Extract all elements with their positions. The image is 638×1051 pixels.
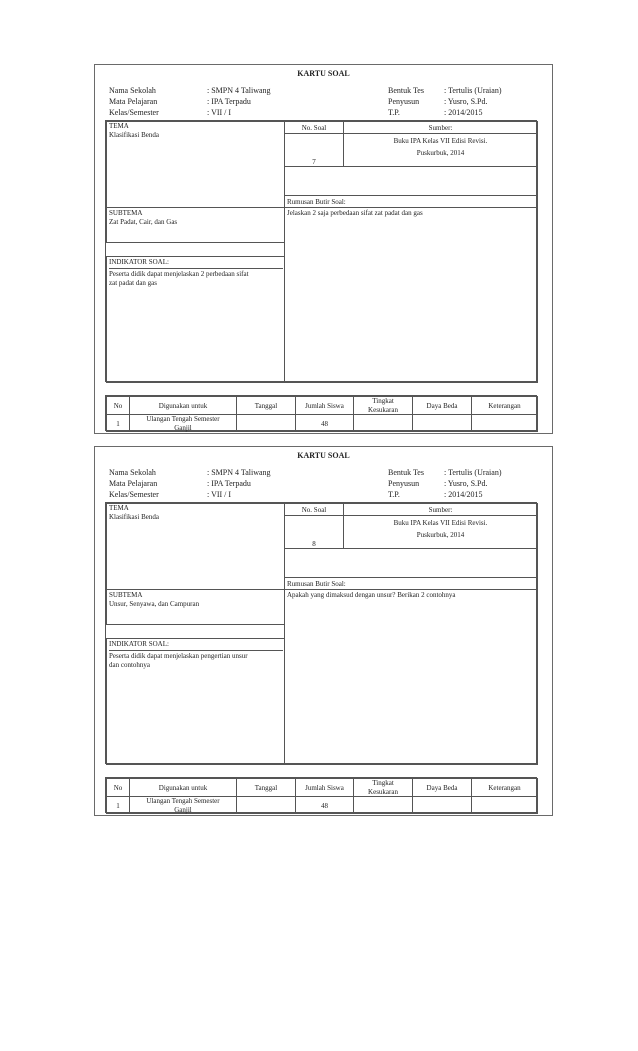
row-tingkat-cell bbox=[353, 414, 413, 432]
label-bentuk-tes: Bentuk Tes bbox=[388, 468, 424, 477]
row-jumlah-cell bbox=[295, 414, 354, 432]
col-daya-header bbox=[412, 778, 472, 797]
row-digunakan-cell bbox=[129, 414, 237, 432]
card-title: KARTU SOAL bbox=[297, 69, 350, 78]
col-tingkat-header bbox=[353, 778, 413, 797]
row-digunakan-cell bbox=[129, 796, 237, 814]
no-soal-label: No. Soal bbox=[301, 124, 327, 132]
col-digunakan-label: Digunakan untuk bbox=[158, 402, 208, 410]
col-digunakan-label: Digunakan untuk bbox=[158, 784, 208, 792]
row-digunakan-line-2: Ganjil bbox=[174, 424, 192, 432]
card-title: KARTU SOAL bbox=[297, 451, 350, 460]
indikator-label: INDIKATOR SOAL: bbox=[109, 640, 169, 648]
soal-grid bbox=[105, 120, 537, 382]
row-keterangan-cell bbox=[471, 414, 538, 432]
value-penyusun: : Yusro, S.Pd. bbox=[444, 97, 488, 106]
col-jumlah-label: Jumlah Siswa bbox=[305, 402, 344, 410]
no-soal-value: 8 bbox=[312, 540, 316, 548]
subtema-value: Zat Padat, Cair, dan Gas bbox=[109, 218, 178, 226]
rumusan-text: Apakah yang dimaksud dengan unsur? Berikan 2 contohnya bbox=[287, 591, 456, 599]
value-kelas: : VII / I bbox=[207, 490, 232, 499]
col-no-label: No bbox=[113, 402, 123, 410]
value-tp: : 2014/2015 bbox=[444, 490, 483, 499]
row-daya-cell bbox=[412, 796, 472, 814]
label-penyusun: Penyusun bbox=[388, 97, 420, 106]
col-no-label: No bbox=[113, 784, 123, 792]
no-soal-header bbox=[284, 121, 344, 134]
row-daya-cell bbox=[412, 414, 472, 432]
row-digunakan-line-2: Ganjil bbox=[174, 806, 192, 814]
sumber-line-1: Buku IPA Kelas VII Edisi Revisi. bbox=[393, 519, 488, 527]
col-tanggal-header bbox=[236, 778, 296, 797]
soal-grid bbox=[105, 502, 537, 764]
label-kelas: Kelas/Semester bbox=[109, 108, 159, 117]
col-tingkat-label-2: Kesukaran bbox=[368, 788, 398, 796]
kartu-soal-card bbox=[94, 64, 553, 434]
rumusan-label: Rumusan Butir Soal: bbox=[287, 580, 346, 588]
row-digunakan-line-1: Ulangan Tengah Semester bbox=[146, 797, 220, 805]
row-no-cell bbox=[106, 414, 130, 432]
col-jumlah-header bbox=[295, 396, 354, 415]
col-keterangan-label: Keterangan bbox=[488, 784, 521, 792]
subtema-box bbox=[106, 589, 285, 625]
label-tp: T.P. bbox=[388, 490, 400, 499]
row-tanggal-cell bbox=[236, 414, 296, 432]
label-kelas: Kelas/Semester bbox=[109, 490, 159, 499]
col-keterangan-header bbox=[471, 778, 538, 797]
value-tp: : 2014/2015 bbox=[444, 108, 483, 117]
col-jumlah-header bbox=[295, 778, 354, 797]
col-tingkat-label-1: Tingkat bbox=[372, 397, 394, 405]
rumusan-spacer bbox=[284, 166, 538, 196]
row-jumlah-value: 48 bbox=[321, 802, 328, 810]
subtema-value: Unsur, Senyawa, dan Campuran bbox=[109, 600, 200, 608]
label-nama-sekolah: Nama Sekolah bbox=[109, 86, 156, 95]
tema-value: Klasifikasi Benda bbox=[109, 131, 159, 139]
subtema-label: SUBTEMA bbox=[109, 209, 143, 217]
sumber-line-2: Puskurbuk, 2014 bbox=[416, 531, 465, 539]
row-jumlah-cell bbox=[295, 796, 354, 814]
rumusan-box bbox=[284, 207, 538, 383]
col-no-header bbox=[106, 778, 130, 797]
indikator-line-2: zat padat dan gas bbox=[109, 279, 158, 287]
col-daya-label: Daya Beda bbox=[426, 784, 458, 792]
col-keterangan-label: Keterangan bbox=[488, 402, 521, 410]
col-keterangan-header bbox=[471, 396, 538, 415]
label-tp: T.P. bbox=[388, 108, 400, 117]
col-no-header bbox=[106, 396, 130, 415]
indikator-line-1: Peserta didik dapat menjelaskan pengertian unsur bbox=[109, 650, 283, 661]
indikator-line-1: Peserta didik dapat menjelaskan 2 perbedaan sifat bbox=[109, 268, 283, 279]
label-bentuk-tes: Bentuk Tes bbox=[388, 86, 424, 95]
no-soal-box bbox=[284, 515, 344, 549]
value-kelas: : VII / I bbox=[207, 108, 232, 117]
col-daya-label: Daya Beda bbox=[426, 402, 458, 410]
indikator-box bbox=[106, 638, 285, 765]
col-tingkat-label-2: Kesukaran bbox=[368, 406, 398, 414]
tema-value: Klasifikasi Benda bbox=[109, 513, 159, 521]
value-penyusun: : Yusro, S.Pd. bbox=[444, 479, 488, 488]
sumber-box bbox=[343, 133, 538, 167]
sumber-label: Sumber: bbox=[428, 124, 453, 132]
sumber-line-2: Puskurbuk, 2014 bbox=[416, 149, 465, 157]
value-mata-pelajaran: : IPA Terpadu bbox=[207, 479, 251, 488]
row-digunakan-line-1: Ulangan Tengah Semester bbox=[146, 415, 220, 423]
label-mata-pelajaran: Mata Pelajaran bbox=[109, 479, 158, 488]
value-bentuk-tes: : Tertulis (Uraian) bbox=[444, 468, 502, 477]
no-soal-header bbox=[284, 503, 344, 516]
value-mata-pelajaran: : IPA Terpadu bbox=[207, 97, 251, 106]
tema-label: TEMA bbox=[109, 504, 129, 512]
col-tanggal-header bbox=[236, 396, 296, 415]
usage-table bbox=[105, 777, 537, 813]
label-mata-pelajaran: Mata Pelajaran bbox=[109, 97, 158, 106]
rumusan-text: Jelaskan 2 saja perbedaan sifat zat padat dan gas bbox=[287, 209, 423, 217]
col-tanggal-label: Tanggal bbox=[254, 784, 278, 792]
value-nama-sekolah: : SMPN 4 Taliwang bbox=[207, 468, 271, 477]
sumber-box bbox=[343, 515, 538, 549]
row-no-value: 1 bbox=[116, 420, 120, 428]
rumusan-spacer bbox=[284, 548, 538, 578]
label-penyusun: Penyusun bbox=[388, 479, 420, 488]
label-nama-sekolah: Nama Sekolah bbox=[109, 468, 156, 477]
row-tanggal-cell bbox=[236, 796, 296, 814]
subtema-label: SUBTEMA bbox=[109, 591, 143, 599]
value-nama-sekolah: : SMPN 4 Taliwang bbox=[207, 86, 271, 95]
row-no-cell bbox=[106, 796, 130, 814]
tema-box bbox=[106, 121, 285, 208]
sumber-line-1: Buku IPA Kelas VII Edisi Revisi. bbox=[393, 137, 488, 145]
tema-box bbox=[106, 503, 285, 590]
no-soal-label: No. Soal bbox=[301, 506, 327, 514]
sumber-label: Sumber: bbox=[428, 506, 453, 514]
indikator-box bbox=[106, 256, 285, 383]
rumusan-label: Rumusan Butir Soal: bbox=[287, 198, 346, 206]
rumusan-box bbox=[284, 589, 538, 765]
row-keterangan-cell bbox=[471, 796, 538, 814]
col-tingkat-label-1: Tingkat bbox=[372, 779, 394, 787]
row-no-value: 1 bbox=[116, 802, 120, 810]
usage-table bbox=[105, 395, 537, 431]
no-soal-box bbox=[284, 133, 344, 167]
col-daya-header bbox=[412, 396, 472, 415]
no-soal-value: 7 bbox=[312, 158, 316, 166]
col-digunakan-header bbox=[129, 396, 237, 415]
kartu-soal-card bbox=[94, 446, 553, 816]
indikator-line-2: dan contohnya bbox=[109, 661, 151, 669]
col-jumlah-label: Jumlah Siswa bbox=[305, 784, 344, 792]
col-digunakan-header bbox=[129, 778, 237, 797]
subtema-box bbox=[106, 207, 285, 243]
value-bentuk-tes: : Tertulis (Uraian) bbox=[444, 86, 502, 95]
row-tingkat-cell bbox=[353, 796, 413, 814]
col-tanggal-label: Tanggal bbox=[254, 402, 278, 410]
row-jumlah-value: 48 bbox=[321, 420, 328, 428]
col-tingkat-header bbox=[353, 396, 413, 415]
indikator-label: INDIKATOR SOAL: bbox=[109, 258, 169, 266]
tema-label: TEMA bbox=[109, 122, 129, 130]
